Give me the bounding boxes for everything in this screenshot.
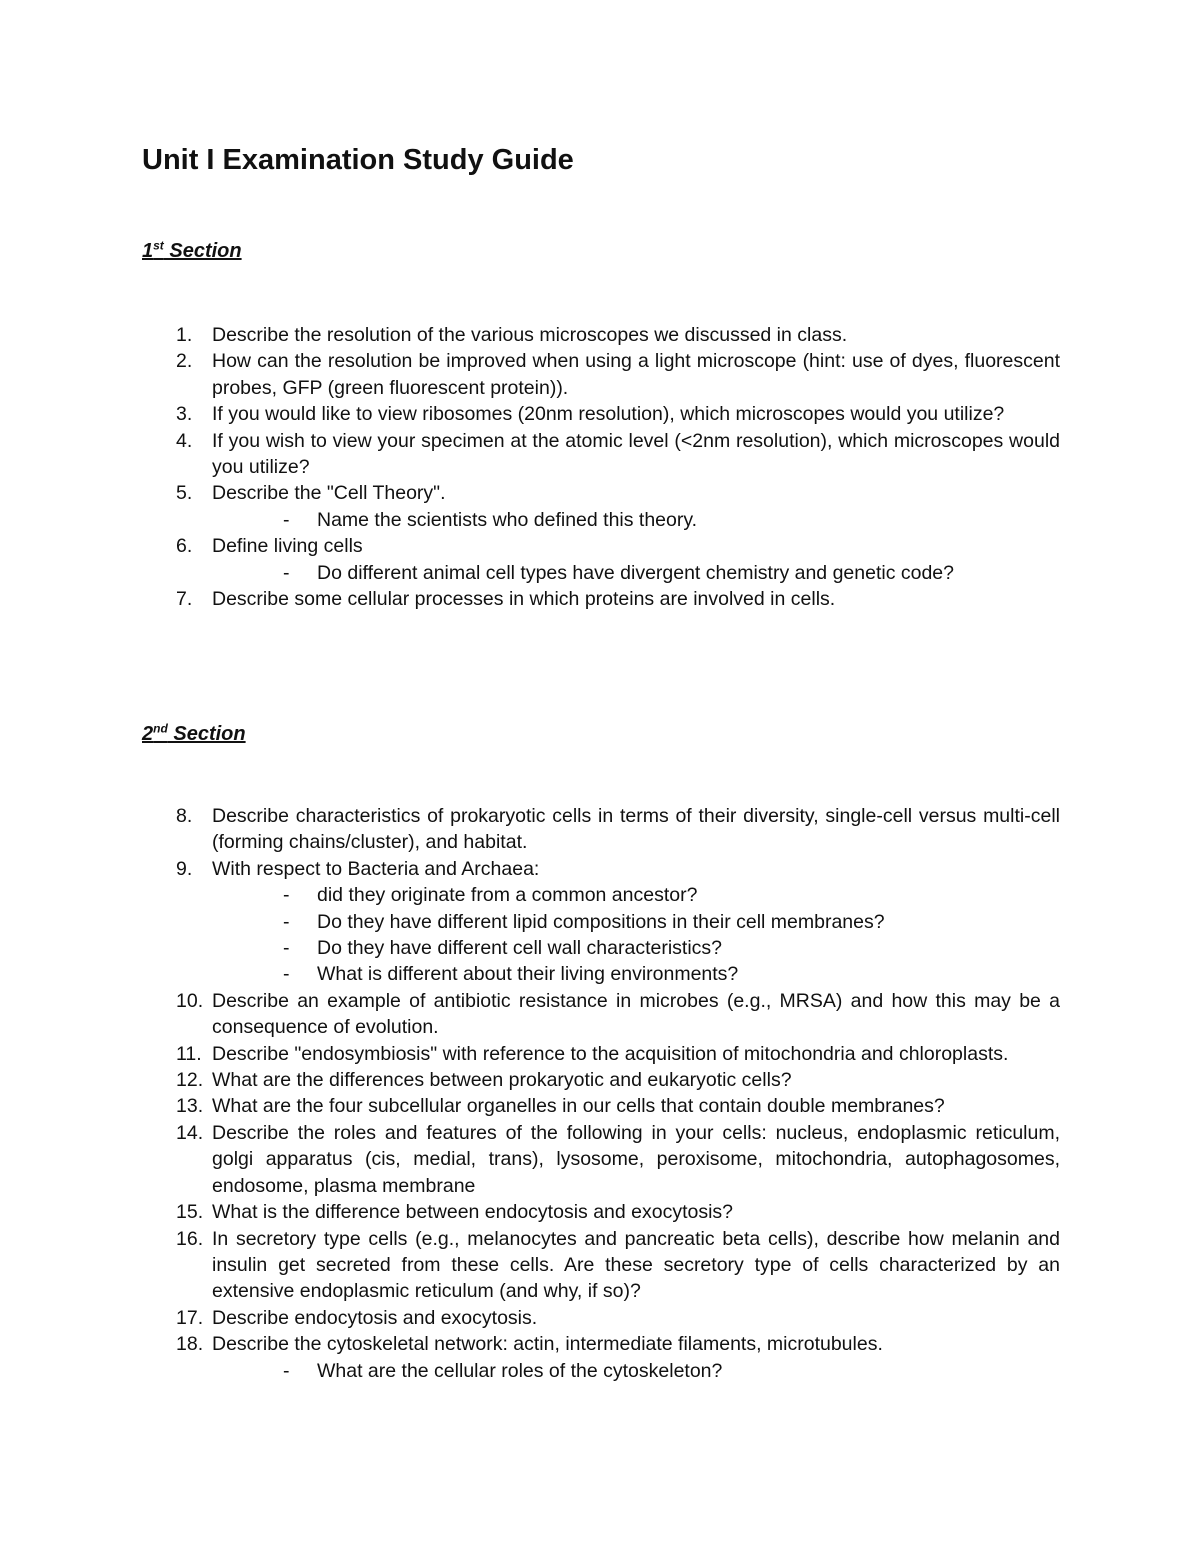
question-item bbox=[142, 803, 1060, 856]
question-item bbox=[142, 401, 1060, 427]
sub-question-item bbox=[142, 935, 1060, 961]
section-2-ordinal: 2 bbox=[142, 723, 154, 745]
question-number: 15. bbox=[176, 1201, 204, 1224]
question-number: 10. bbox=[176, 989, 204, 1012]
question-number: 2. bbox=[176, 350, 193, 373]
question-item bbox=[142, 1331, 1060, 1357]
question-text: If you would like to view ribosomes (20nm resolution), which microscopes would you utilize? bbox=[212, 403, 1005, 426]
section-1-heading bbox=[142, 238, 242, 264]
question-item bbox=[142, 856, 1060, 882]
question-text: Describe characteristics of prokaryotic cells in terms of their diversity, single-cell versus multi-cell (forming chains/cluster), and habitat. bbox=[212, 805, 1060, 854]
question-number: 5. bbox=[176, 482, 193, 505]
question-item bbox=[142, 348, 1060, 401]
question-text: Describe the cytoskeletal network: actin, intermediate filaments, microtubules. bbox=[212, 1333, 883, 1356]
page-title: Unit I Examination Study Guide bbox=[142, 144, 574, 176]
question-number: 16. bbox=[176, 1227, 204, 1250]
question-number: 14. bbox=[176, 1121, 204, 1144]
question-number: 17. bbox=[176, 1306, 204, 1329]
question-item bbox=[142, 1199, 1060, 1225]
question-number: 1. bbox=[176, 324, 193, 346]
question-item bbox=[142, 1226, 1060, 1305]
question-item bbox=[142, 1067, 1060, 1093]
question-item bbox=[142, 586, 1060, 612]
question-text: What are the differences between prokaryotic and eukaryotic cells? bbox=[212, 1069, 792, 1092]
sub-question-text: did they originate from a common ancestor? bbox=[317, 884, 698, 907]
question-text: Describe the "Cell Theory". bbox=[212, 482, 446, 505]
question-text: With respect to Bacteria and Archaea: bbox=[212, 857, 540, 880]
section-1-question-list bbox=[142, 322, 1060, 612]
dash-bullet: - bbox=[283, 963, 290, 986]
section-2-heading bbox=[142, 721, 246, 747]
question-text: Describe an example of antibiotic resistance in microbes (e.g., MRSA) and how this may be a consequence of evolution. bbox=[212, 989, 1060, 1039]
question-number: 11. bbox=[176, 1042, 202, 1065]
dash-bullet: - bbox=[283, 1359, 290, 1382]
section-1-ordinal: 1 bbox=[142, 240, 154, 262]
question-text: What is the difference between endocytosis and exocytosis? bbox=[212, 1201, 734, 1224]
dash-bullet: - bbox=[283, 910, 290, 933]
section-2-label: Section bbox=[167, 723, 246, 745]
question-number: 7. bbox=[176, 588, 193, 611]
dash-bullet: - bbox=[283, 884, 290, 907]
question-number: 12. bbox=[176, 1069, 204, 1092]
sub-question-text: Do they have different cell wall characteristics? bbox=[317, 937, 722, 960]
sub-question-text: Do different animal cell types have divergent chemistry and genetic code? bbox=[317, 561, 954, 584]
section-2-question-list bbox=[142, 803, 1060, 1384]
sub-question-item bbox=[142, 882, 1060, 908]
question-item bbox=[142, 480, 1060, 506]
question-text: If you wish to view your specimen at the atomic level (<2nm resolution), which microscopes would you utilize? bbox=[212, 429, 1060, 479]
question-number: 4. bbox=[176, 429, 193, 452]
question-number: 9. bbox=[176, 857, 193, 880]
sub-question-item bbox=[142, 909, 1060, 935]
question-text: Describe the resolution of the various microscopes we discussed in class. bbox=[212, 324, 848, 346]
question-text: Describe "endosymbiosis" with reference to the acquisition of mitochondria and chloroplasts. bbox=[212, 1042, 1009, 1065]
section-2-ordinal-suffix: nd bbox=[153, 721, 168, 736]
question-text: Define living cells bbox=[212, 535, 363, 558]
question-number: 3. bbox=[176, 403, 193, 426]
question-item bbox=[142, 1041, 1060, 1067]
question-text: How can the resolution be improved when using a light microscope (hint: use of dyes, fluorescent probes, GFP (green fluorescent protein)). bbox=[212, 350, 1060, 399]
question-text: In secretory type cells (e.g., melanocytes and pancreatic beta cells), describe how melanin and insulin get secreted from these cells. Are these secretory type of cells characterized by an extensive endoplasmic reticulum (and why, if so)? bbox=[212, 1227, 1060, 1303]
question-number: 6. bbox=[176, 535, 193, 558]
sub-question-text: Do they have different lipid compositions in their cell membranes? bbox=[317, 910, 885, 933]
question-item bbox=[142, 322, 1060, 348]
question-number: 13. bbox=[176, 1095, 204, 1118]
question-text: What are the four subcellular organelles in our cells that contain double membranes? bbox=[212, 1095, 945, 1118]
question-item bbox=[142, 1305, 1060, 1331]
sub-question-item bbox=[142, 507, 1060, 533]
sub-question-item bbox=[142, 961, 1060, 987]
question-item bbox=[142, 533, 1060, 559]
question-text: Describe endocytosis and exocytosis. bbox=[212, 1306, 538, 1329]
dash-bullet: - bbox=[283, 561, 290, 584]
question-item bbox=[142, 1093, 1060, 1119]
section-1-ordinal-suffix: st bbox=[153, 238, 164, 253]
question-text: Describe some cellular processes in which proteins are involved in cells. bbox=[212, 588, 836, 611]
section-1-label: Section bbox=[163, 240, 242, 262]
sub-question-text: What are the cellular roles of the cytoskeleton? bbox=[317, 1359, 723, 1382]
dash-bullet: - bbox=[283, 508, 290, 531]
question-item bbox=[142, 428, 1060, 481]
sub-question-item bbox=[142, 1358, 1060, 1384]
question-item bbox=[142, 1120, 1060, 1199]
question-number: 8. bbox=[176, 805, 193, 827]
sub-question-item bbox=[142, 560, 1060, 586]
question-text: Describe the roles and features of the following in your cells: nucleus, endoplasmic reticulum, golgi apparatus (cis, medial, trans), lysosome, peroxisome, mitochondria, autophagosomes, endosome, plasma membrane bbox=[212, 1121, 1060, 1197]
dash-bullet: - bbox=[283, 937, 290, 960]
question-item bbox=[142, 988, 1060, 1041]
question-number: 18. bbox=[176, 1333, 204, 1356]
sub-question-text: What is different about their living environments? bbox=[317, 963, 739, 986]
sub-question-text: Name the scientists who defined this theory. bbox=[317, 508, 698, 531]
